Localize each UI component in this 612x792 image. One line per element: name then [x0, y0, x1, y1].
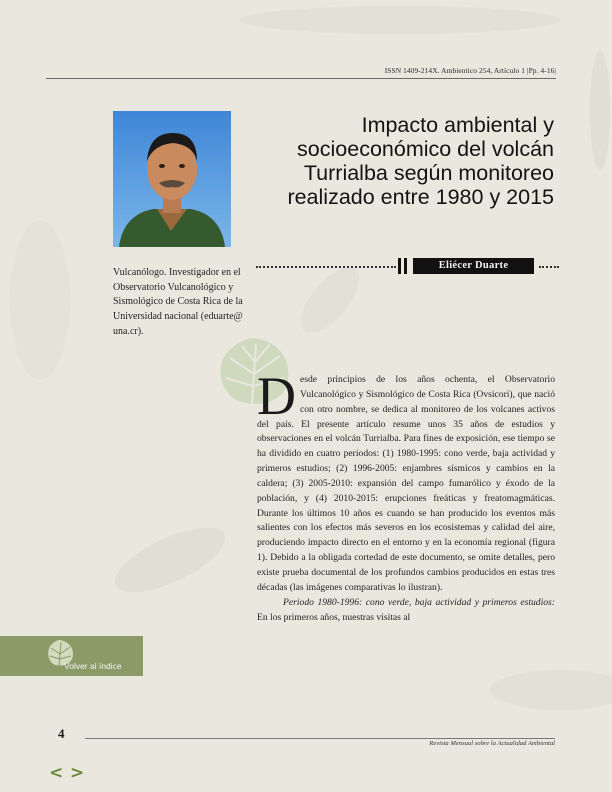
paragraph-2-heading: Periodo 1980-1996: cono verde, baja actividad y primeros estudios: [283, 596, 555, 608]
author-name: Eliécer Duarte [413, 258, 534, 274]
paragraph-2-text: En los primeros años, nuestras visitas al [257, 611, 411, 623]
footer-rule [85, 738, 555, 739]
author-bars [398, 258, 410, 274]
back-to-index-label[interactable]: Volver al índice [64, 661, 122, 671]
paragraph-2 [257, 596, 555, 626]
article-title: Impacto ambiental y socioeconómico del volcán Turrialba según monitoreo realizado entre 1980 y 2015 [287, 113, 554, 209]
page-number: 4 [58, 726, 65, 741]
drop-cap: D [257, 366, 296, 426]
author-rule-right [539, 266, 559, 268]
author-rule-left [256, 266, 396, 268]
next-page-button[interactable]: > [70, 763, 85, 783]
author-photo [113, 111, 231, 247]
paragraph-1: esde principios de los años ochenta, el Observatorio Vulcanológico y Sismológico de Costa Rica (Ovsicori), que nació con otro nombre, se dedica al monitoreo de los volcanes activos del país. El presente artículo resume unos 35 años de estudios y observaciones en el volcán Turrialba. Para fines de exposición, ese tiempo se ha dividido en cuatro periodos: (1) 1980-1995: cono verde, baja actividad y primeros estudios; (2) 1996-2005: enjambres sísmicos y cambios en la caldera; (3) 2005-2010: expansión del campo fumarólico y éxodo de la población, y (4) 2010-2015: erupciones freáticas y freatomagmáticas. Durante los últimos 10 años es cuando se han producido los eventos más salientes con los efectos más severos en los ecosistemas y calidad del aire, produciendo impacto directo en el entorno y en la economía regional (figura 1). Debido a la obligada cortedad de este documento, se omite detalles, pero existe prueba documental de los profundos cambios producidos en estas tres décadas (las imágenes comparativas lo ilustran). [257, 374, 555, 593]
header-rule [46, 78, 556, 79]
footer-publication: Revista Mensual sobre la Actualidad Ambiental [429, 740, 555, 747]
author-bio: Vulcanólogo. Investigador en el Observatorio Vulcanológico y Sismológico de Costa Rica de la Universidad nacional (eduarte@ una.cr). [113, 267, 243, 337]
article-body [257, 366, 555, 625]
header-citation: ISSN 1409-214X. Ambientico 254, Artículo 1 |Pp. 4-16| [384, 66, 556, 75]
previous-page-button[interactable]: < [49, 763, 64, 783]
